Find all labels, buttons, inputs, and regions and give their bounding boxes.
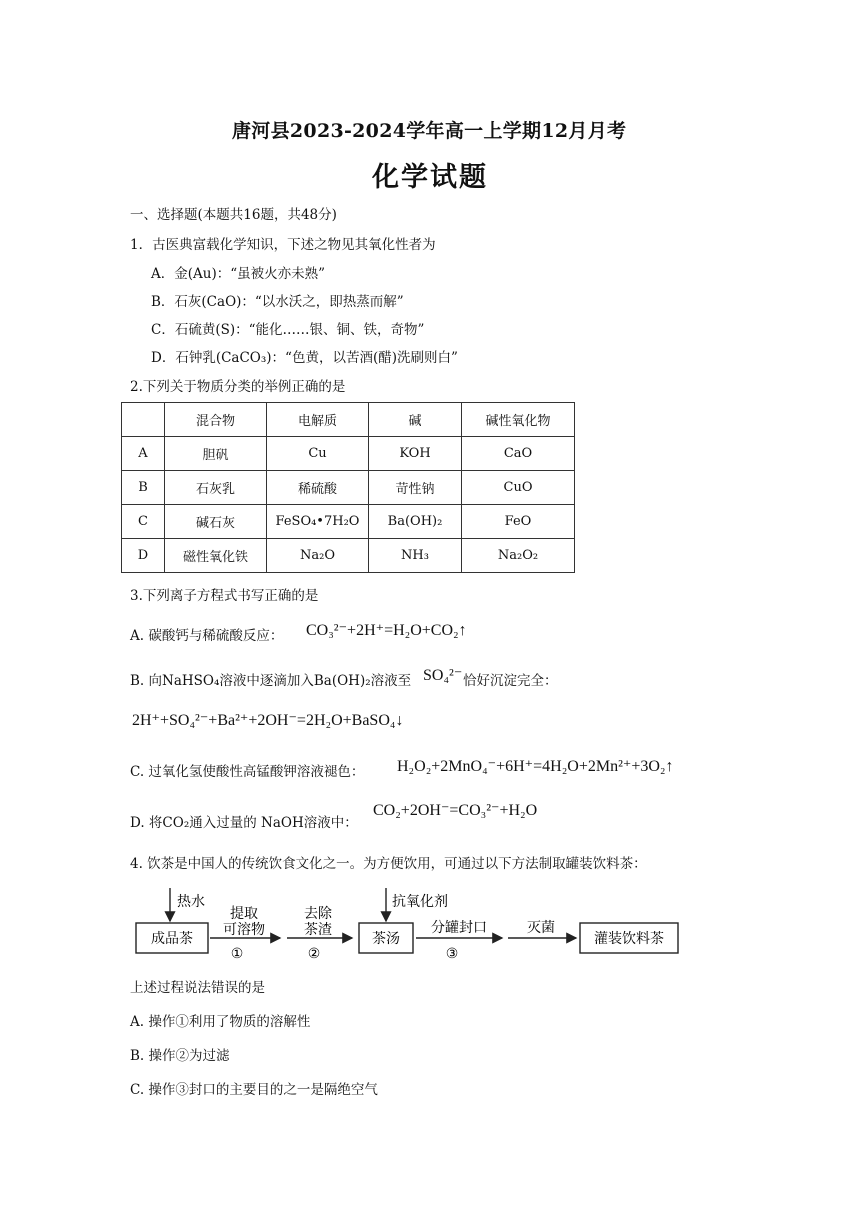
q3-option-d-text: D. 将CO₂通入过量的 NaOH溶液中：: [130, 815, 358, 831]
q4-option-a: A. 操作①利用了物质的溶解性: [130, 1014, 311, 1030]
step1-label-mid: 可溶物: [223, 922, 265, 938]
q4-question: 上述过程说法错误的是: [130, 980, 265, 996]
table-cell: CuO: [462, 471, 575, 505]
q1-option-a: A．金(Au)：“虽被火亦未熟”: [151, 266, 326, 282]
table-cell: 稀硫酸: [267, 471, 369, 505]
q1-option-c: C．石硫黄(S)：“能化……银、铜、铁，奇物”: [151, 322, 425, 338]
table-header-cell: 碱: [369, 403, 462, 437]
q3-option-b-ion: SO₄²⁻: [423, 667, 463, 684]
table-header-row: [122, 403, 575, 437]
q3-option-a-equation: CO₃²⁻+2H⁺=H₂O+CO₂↑: [306, 622, 467, 639]
table-cell: FeSO₄•7H₂O: [267, 505, 369, 539]
q3-option-b-text: B. 向NaHSO₄溶液中逐滴加入Ba(OH)₂溶液至: [130, 673, 412, 689]
q4-option-c: C. 操作③封口的主要目的之一是隔绝空气: [130, 1082, 378, 1098]
table-header-cell: 电解质: [267, 403, 369, 437]
table-cell: 碱石灰: [165, 505, 267, 539]
table-row: [122, 505, 575, 539]
table-header-cell: 混合物: [165, 403, 267, 437]
table-row: [122, 539, 575, 573]
step1-number: ①: [230, 946, 244, 962]
q3-option-b-equation: 2H⁺+SO₄²⁻+Ba²⁺+2OH⁻=2H₂O+BaSO₄↓: [132, 712, 404, 729]
step3-label-top: 分罐封口: [431, 920, 487, 936]
box-tea-soup-label: 茶汤: [372, 931, 400, 947]
step2-label-mid: 茶渣: [304, 922, 332, 938]
exam-title: 唐河县2023-2024学年高一上学期12月月考: [232, 120, 627, 142]
tea-process-flowchart: [0, 880, 860, 970]
table-row: [122, 471, 575, 505]
table-cell: NH₃: [369, 539, 462, 573]
q3-option-d-equation: CO₂+2OH⁻=CO₃²⁻+H₂O: [373, 802, 538, 819]
table-cell: 磁性氧化铁: [165, 539, 267, 573]
step2-label-top: 去除: [304, 906, 332, 922]
antioxidant-label: 抗氧化剂: [392, 894, 448, 910]
step4-label-top: 灭菌: [527, 920, 555, 936]
table-cell: D: [122, 539, 165, 573]
table-cell: CaO: [462, 437, 575, 471]
table-cell: Cu: [267, 437, 369, 471]
q3-option-a-text: A. 碳酸钙与稀硫酸反应：: [130, 628, 284, 644]
q4-option-b: B. 操作②为过滤: [130, 1048, 230, 1064]
q1-option-d: D．石钟乳(CaCO₃)：“色黄，以苦酒(醋)洗刷则白”: [151, 350, 458, 366]
table-row: [122, 437, 575, 471]
q1-stem: 1．古医典富载化学知识，下述之物见其氧化性者为: [130, 237, 436, 253]
step3-number: ③: [445, 946, 459, 962]
hot-water-label: 热水: [177, 894, 205, 910]
box-finished-tea-label: 成品茶: [151, 931, 193, 947]
section-heading: 一、选择题(本题共16题，共48分): [130, 207, 337, 223]
step2-number: ②: [307, 946, 321, 962]
q3-option-b-text2: 恰好沉淀完全：: [463, 673, 558, 689]
table-cell: FeO: [462, 505, 575, 539]
table-header-cell: [122, 403, 165, 437]
table-cell: 苛性钠: [369, 471, 462, 505]
q2-stem: 2.下列关于物质分类的举例正确的是: [130, 379, 346, 395]
table-cell: Na₂O₂: [462, 539, 575, 573]
table-cell: A: [122, 437, 165, 471]
table-cell: Na₂O: [267, 539, 369, 573]
step1-label-top: 提取: [230, 906, 258, 922]
q3-stem: 3.下列离子方程式书写正确的是: [130, 588, 319, 604]
table-cell: 石灰乳: [165, 471, 267, 505]
table-cell: C: [122, 505, 165, 539]
table-cell: KOH: [369, 437, 462, 471]
box-canned-tea-label: 灌装饮料茶: [594, 931, 664, 947]
paper-subtitle: 化学试题: [372, 162, 488, 193]
q1-option-b: B．石灰(CaO)：“以水沃之，即热蒸而解”: [151, 294, 404, 310]
table-cell: 胆矾: [165, 437, 267, 471]
q4-stem: 4. 饮茶是中国人的传统饮食文化之一。为方便饮用，可通过以下方法制取罐装饮料茶：: [130, 856, 647, 872]
q3-option-c-text: C. 过氧化氢使酸性高锰酸钾溶液褪色：: [130, 764, 365, 780]
classification-table: [121, 402, 575, 573]
q3-option-c-equation: H₂O₂+2MnO₄⁻+6H⁺=4H₂O+2Mn²⁺+3O₂↑: [397, 758, 674, 775]
table-header-cell: 碱性氧化物: [462, 403, 575, 437]
table-cell: Ba(OH)₂: [369, 505, 462, 539]
table-cell: B: [122, 471, 165, 505]
